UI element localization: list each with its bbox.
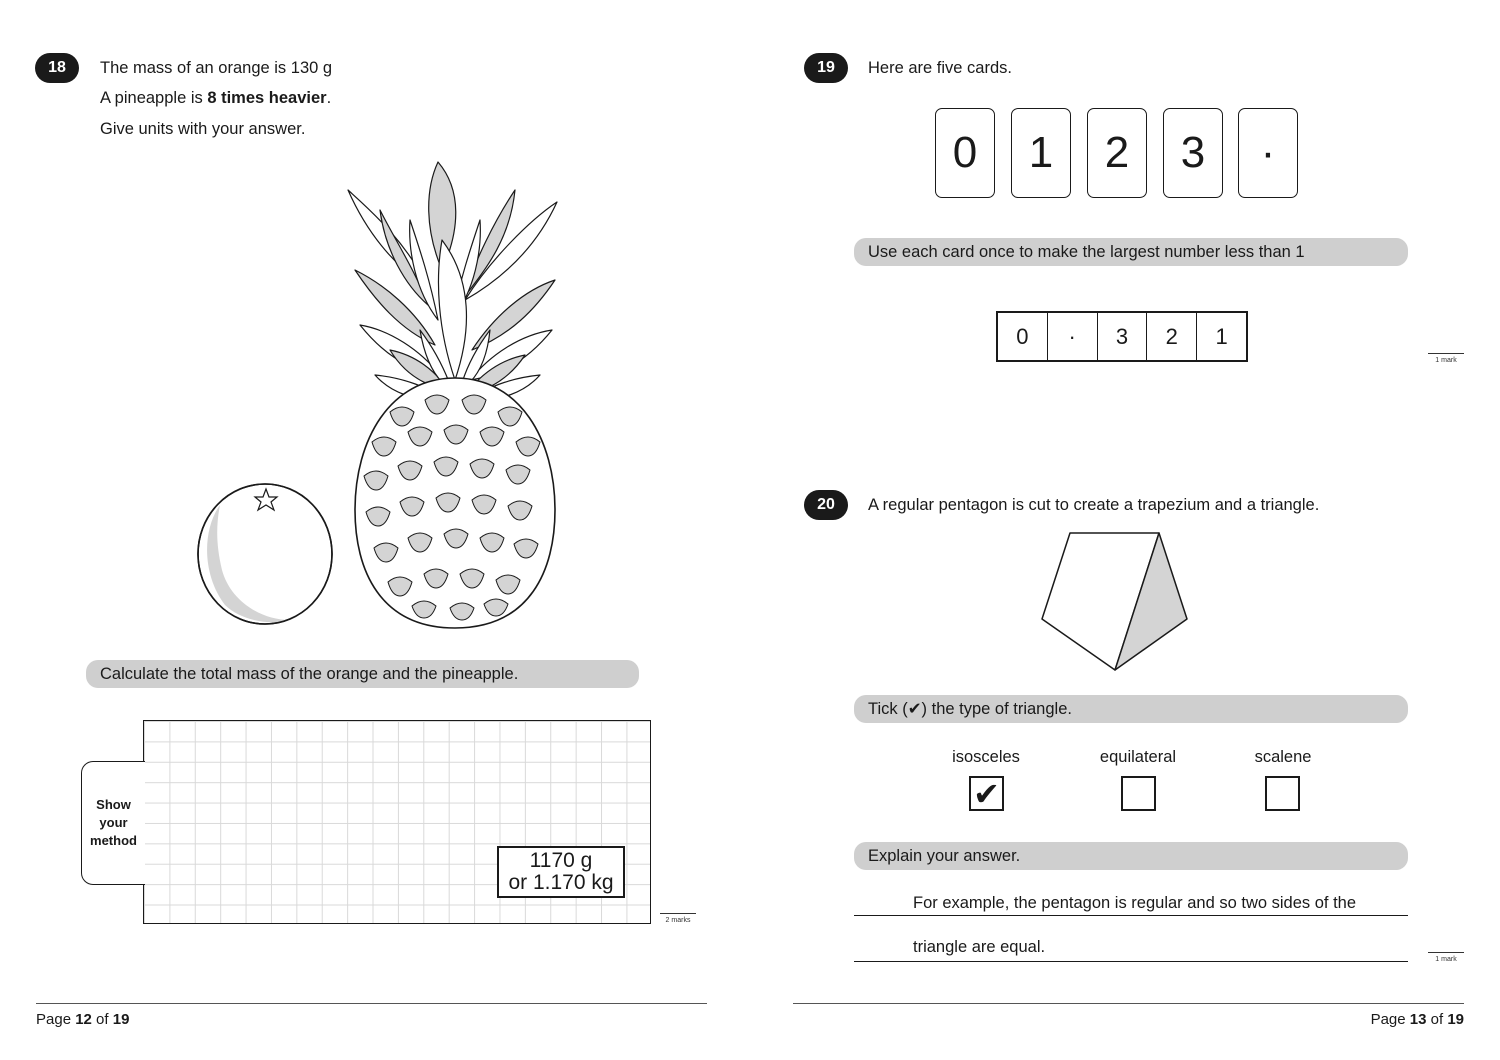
answer-rule-1 [854, 915, 1408, 916]
option-isosceles-label: isosceles [952, 748, 1020, 766]
left-footer-page: 12 [75, 1011, 92, 1028]
question-number-18: 18 [35, 53, 79, 83]
question-number-20: 20 [804, 490, 848, 520]
q18-marks: 2 marks [660, 913, 696, 924]
question-number-19: 19 [804, 53, 848, 83]
q19-marks: 1 mark [1428, 353, 1464, 364]
card-0: 0 [935, 108, 995, 198]
answer-cell-1[interactable]: 0 [998, 313, 1048, 360]
q20-tick-instruction-bar: Tick (✔) the type of triangle. [854, 695, 1408, 723]
scalene-checkbox[interactable] [1265, 776, 1300, 811]
q18-answer-box[interactable] [497, 846, 625, 898]
q18-emphasis: 8 times heavier [207, 89, 327, 107]
q20-intro: A regular pentagon is cut to create a trapezium and a triangle. [868, 496, 1320, 514]
orange-illustration [198, 484, 332, 624]
right-footer-total: 19 [1447, 1011, 1464, 1028]
method-tab-line-1: Show [96, 797, 131, 812]
card-decimal-point: · [1238, 108, 1298, 198]
method-tab-line-3: method [90, 833, 137, 848]
q18-line-2-end: . [326, 89, 332, 107]
answer-cell-2[interactable]: · [1048, 313, 1098, 360]
left-footer-total: 19 [112, 1011, 130, 1028]
q18-line-2 [100, 89, 331, 108]
right-footer-page: 13 [1409, 1011, 1427, 1028]
q18-line-1: The mass of an orange is 130 g [100, 59, 333, 77]
explanation-line-2[interactable]: triangle are equal. [913, 938, 1046, 956]
q19-instruction-bar: Use each card once to make the largest number less than 1 [854, 238, 1408, 266]
option-scalene-label: scalene [1254, 748, 1312, 766]
q18-answer-line-2: or 1.170 kg [508, 871, 614, 894]
q18-line-3: Give units with your answer. [100, 120, 306, 138]
right-page-footer [1371, 1011, 1464, 1028]
show-your-method-tab [81, 761, 145, 885]
right-footer-rule [793, 1003, 1464, 1004]
q20-explain-bar: Explain your answer. [854, 842, 1408, 870]
pentagon-diagram [1035, 525, 1195, 677]
card-3: 3 [1163, 108, 1223, 198]
card-2: 2 [1087, 108, 1147, 198]
left-footer-of: of [91, 1011, 113, 1028]
q18-answer-line-1: 1170 g [529, 849, 593, 872]
right-footer-prefix: Page [1370, 1011, 1410, 1028]
right-footer-of: of [1426, 1011, 1448, 1028]
isosceles-checkbox[interactable]: ✔ [969, 776, 1004, 811]
answer-cell-3[interactable]: 3 [1098, 313, 1148, 360]
q19-intro: Here are five cards. [868, 59, 1012, 77]
pineapple-crown [348, 162, 557, 400]
answer-cell-5[interactable]: 1 [1215, 323, 1228, 349]
left-page-footer [36, 1011, 129, 1028]
equilateral-checkbox[interactable] [1121, 776, 1156, 811]
orange-and-pineapple-illustration [180, 150, 580, 640]
answer-rule-2 [854, 961, 1408, 962]
left-footer-rule [36, 1003, 707, 1004]
q18-instruction-bar: Calculate the total mass of the orange and the pineapple. [86, 660, 639, 688]
card-1: 1 [1011, 108, 1071, 198]
explanation-line-1[interactable]: For example, the pentagon is regular and so two sides of the [913, 894, 1357, 912]
q18-line-2-start: A pineapple is [100, 89, 208, 107]
left-footer-prefix: Page [36, 1011, 76, 1028]
q19-answer-cells[interactable] [996, 311, 1248, 362]
pineapple-body [355, 378, 555, 628]
option-equilateral-label: equilateral [1099, 748, 1177, 766]
q20-marks: 1 mark [1428, 952, 1464, 963]
answer-cell-4[interactable]: 2 [1147, 313, 1197, 360]
method-tab-line-2: your [99, 815, 128, 830]
